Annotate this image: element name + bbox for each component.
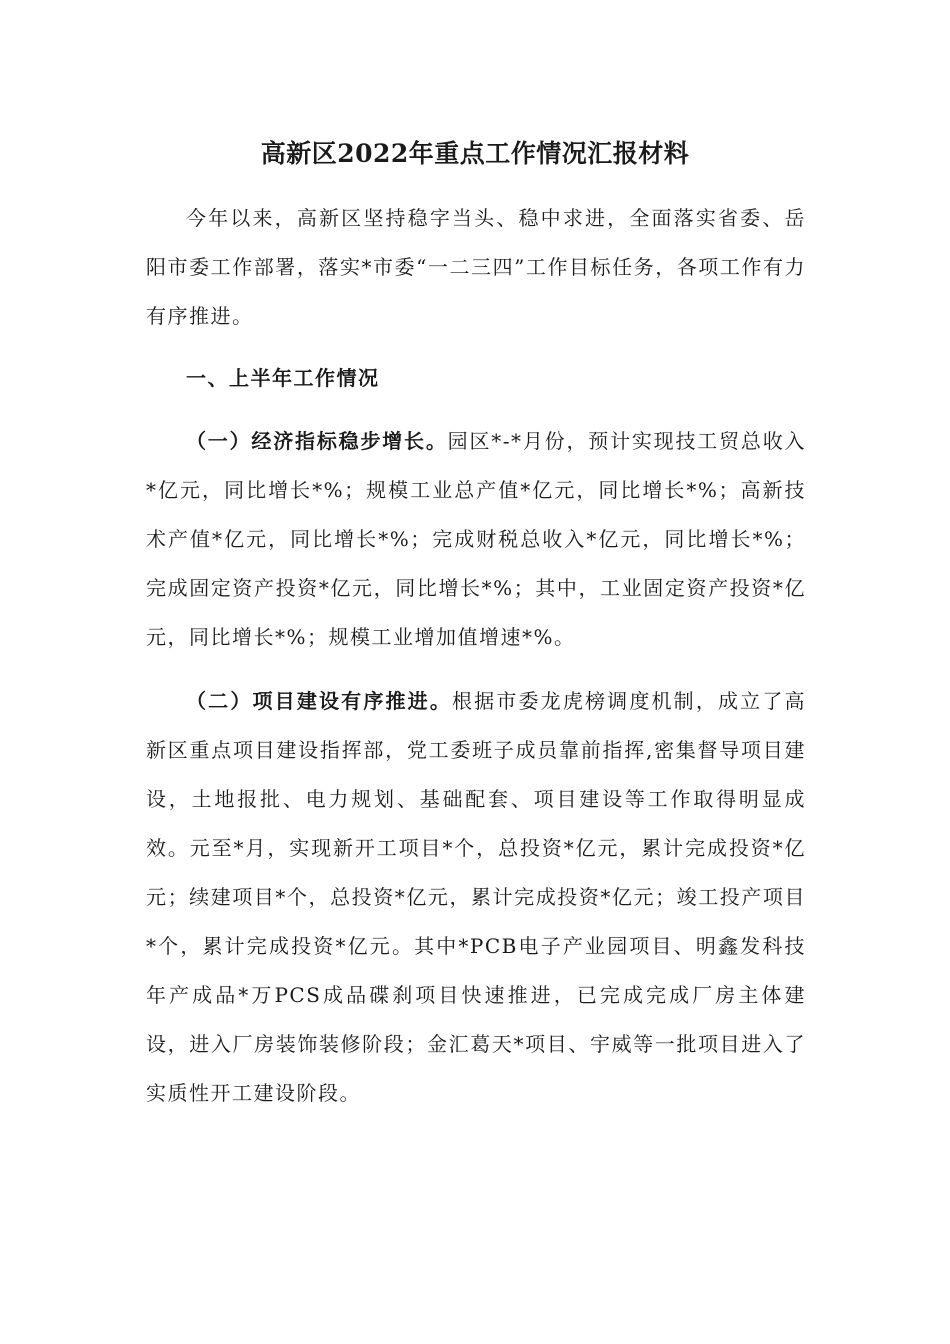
intro-paragraph: 今年以来，高新区坚持稳字当头、稳中求进，全面落实省委、岳阳市委工作部署，落实*市委“一二三四”工作目标任务，各项工作有力有序推进。 <box>146 206 806 328</box>
paragraph-lead: （一）经济指标稳步增长。 <box>186 429 448 453</box>
document-title: 高新区2022年重点工作情况汇报材料 <box>260 139 690 168</box>
paragraph-text: 园区*-*月份，预计实现技工贸总收入*亿元，同比增长*%；规模工业总产值*亿元，同比增长*%；高新技术产值*亿元，同比增长*%；完成财税总收入*亿元，同比增长*%；完成固定资产投资*亿元，同比增长*%；其中，工业固定资产投资*亿元，同比增长*%；规模工业增加值增速*%。 <box>146 429 807 649</box>
paragraph-economic-indicators <box>146 417 806 662</box>
paragraph-project-construction <box>146 677 806 1118</box>
paragraph-text: 根据市委龙虎榜调度机制，成立了高新区重点项目建设指挥部，党工委班子成员靠前指挥,密集督导项目建设，土地报批、电力规划、基础配套、项目建设等工作取得明显成效。元至*月，实现新开工项目*个，总投资*亿元，累计完成投资*亿元；续建项目*个，总投资*亿元，累计完成投资*亿元；竣工投产项目*个，累计完成投资*亿元。其中*PCB电子产业园项目、明鑫发科技年产成品*万PCS成品碟刹项目快速推进，已完成完成厂房主体建设，进入厂房装饰装修阶段；金汇葛天*项目、宇威等一批项目进入了实质性开工建设阶段。 <box>146 689 806 1105</box>
paragraph-lead: （二）项目建设有序推进。 <box>186 689 452 713</box>
section-heading: 一、上半年工作情况 <box>186 366 380 390</box>
